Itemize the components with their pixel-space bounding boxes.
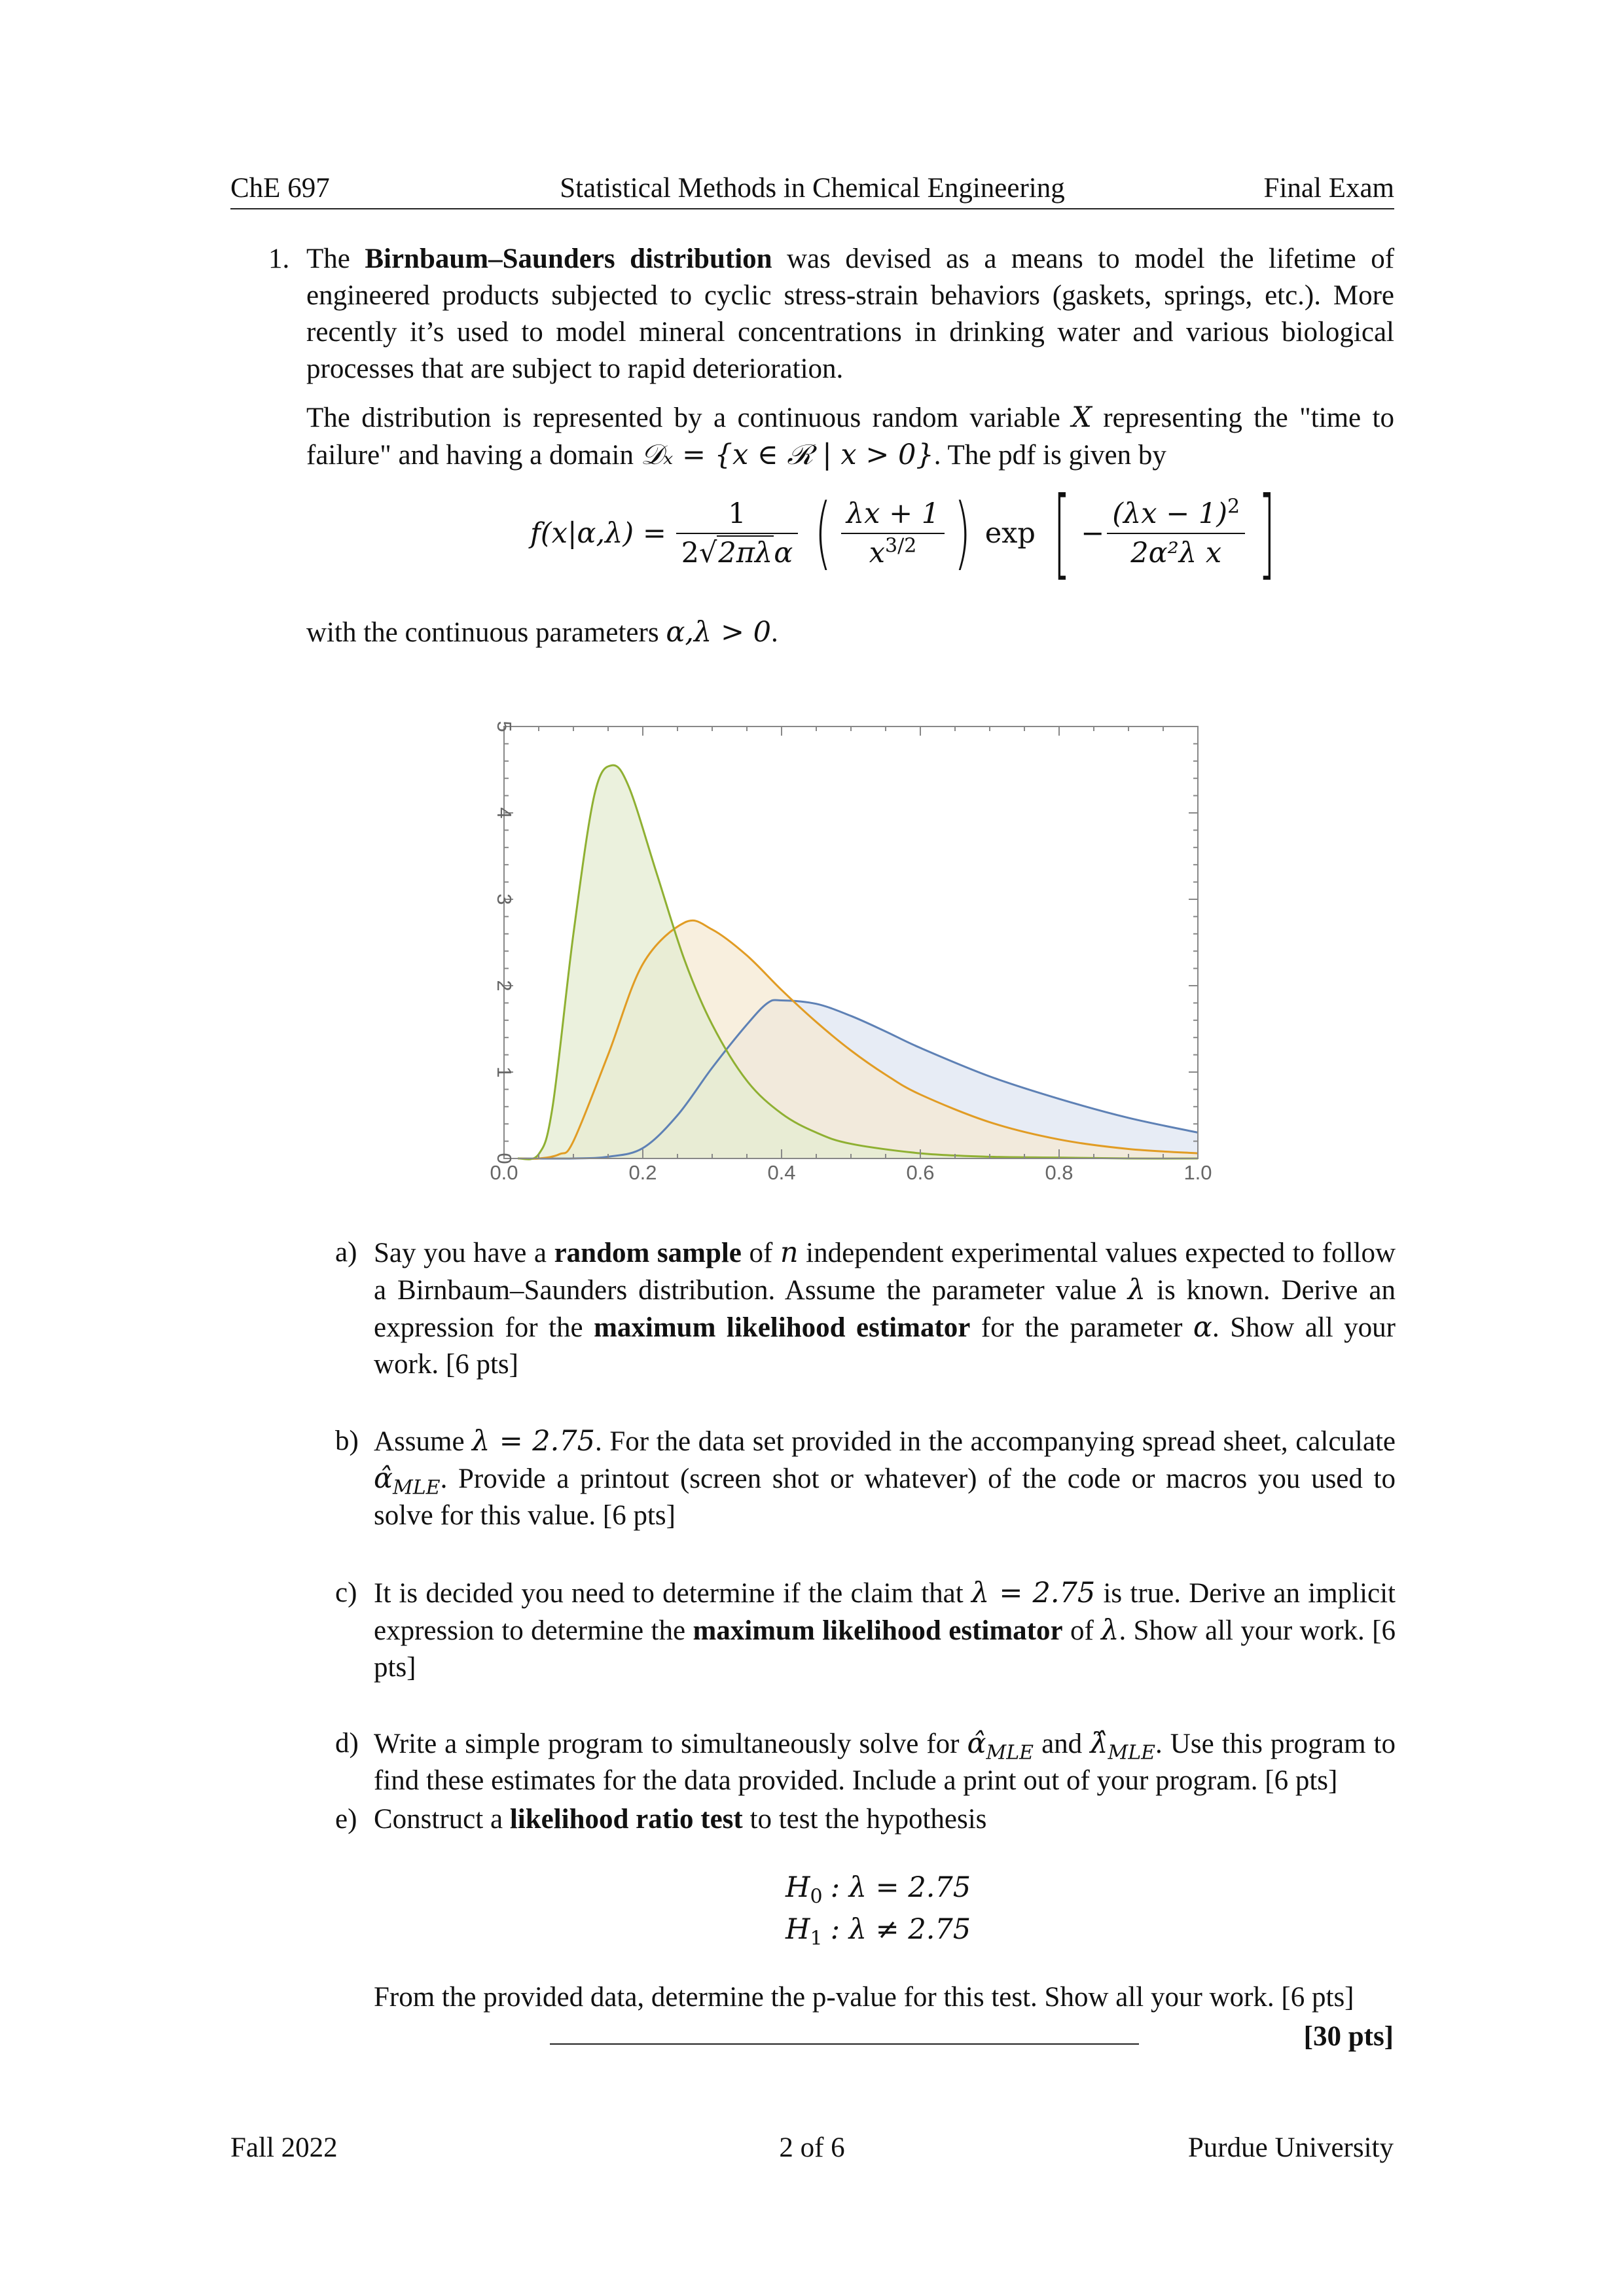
page-header	[230, 169, 1394, 209]
problem-domain-text: The distribution is represented by a continuous random variable X representing the "time to failure" and having a domain 𝒟ₓ = {x ∈ ℛ | x > 0}. The pdf is given by	[306, 401, 1394, 471]
x-tick-label: 0.0	[490, 1161, 518, 1184]
y-tick-label: 5	[493, 721, 516, 732]
university: Purdue University	[1187, 2132, 1394, 2163]
page-number: 2 of 6	[779, 2132, 845, 2163]
pvalue-instruction: From the provided data, determine the p-value for this test. Show all your work. [6 pts]	[374, 1982, 1354, 2013]
exam-title: Final Exam	[1263, 173, 1394, 204]
pdf-formula: f(x|α,λ) = $\frac{1}{\text{2√2πλα}}$ ( $\frac{\lambda x + 1}{x^{3/2}}$ ) exp [ − $\frac{(\lambda x - 1)^2}{\text{2α²λ x}}$ ]	[530, 476, 1276, 590]
problem-intro: The Birnbaum–Saunders distribution was devised as a means to model the lifetime of engineered products subjected to cyclic stress-strain behaviors (gaskets, springs, etc.). More recently it’s used to model mineral concentrations in drinking water and various biological processes that are subject to rapid deterioration.	[306, 243, 1395, 384]
y-tick-label: 1	[493, 1066, 516, 1078]
question-d: d) Write a simple program to simultaneously solve for $\alphâ_{MLE}$ and $\lambdâ_{MLE}$. Use this program to find these estimates for the data provided. Include a print out of your program. [6 pts]	[335, 1727, 1396, 1796]
y-tick-label: 2	[493, 980, 516, 992]
distribution-name: Birnbaum–Saunders distribution	[365, 243, 772, 274]
y-tick-label: 3	[493, 893, 516, 905]
total-points: [30 pts]	[1303, 2021, 1394, 2052]
question-c: c) It is decided you need to determine if the claim that λ = 2.75 is true. Derive an implicit expression to determine the maximum likelihood estimator of λ. Show all your work. [6 pts]	[335, 1577, 1396, 1683]
y-tick-label: 4	[493, 807, 516, 819]
question-e: e) Construct a likelihood ratio test to test the hypothesis	[335, 1804, 987, 1835]
x-tick-label: 0.4	[767, 1161, 796, 1184]
shape-fraction: $\frac{\lambda x + 1}{x^{3/2}}$	[841, 495, 945, 572]
alternative-hypothesis: $H_1$ : λ ≠ 2.75	[785, 1913, 971, 1950]
exponent-fraction: $\frac{(\lambda x - 1)^2}{\text{2α²λ x}}$	[1107, 495, 1245, 572]
x-tick-label: 1.0	[1183, 1161, 1212, 1184]
x-tick-label: 0.2	[628, 1161, 657, 1184]
normalizing-fraction: $\frac{1}{\text{2√2πλα}}$	[676, 495, 799, 572]
null-hypothesis: $H_0$ : λ = 2.75	[785, 1871, 971, 1909]
y-tick-label: 0	[493, 1153, 516, 1164]
x-tick-label: 0.6	[906, 1161, 935, 1184]
course-title: Statistical Methods in Chemical Engineering	[560, 173, 1065, 204]
problem-number: 1.	[268, 243, 290, 274]
x-tick-label: 0.8	[1045, 1161, 1074, 1184]
parameter-constraint: with the continuous parameters α,λ > 0.	[306, 616, 778, 649]
domain-expression: 𝒟ₓ = {x ∈ ℛ | x > 0}	[640, 439, 934, 471]
course-code: ChE 697	[230, 173, 330, 204]
answer-rule	[550, 2043, 1139, 2045]
pdf-chart	[458, 707, 1231, 1198]
question-b: b) Assume λ = 2.75. For the data set provided in the accompanying spread sheet, calculate $\alphâ_{MLE}$. Provide a printout (screen shot or whatever) of the code or macros you used to solve for this value. [6 pts]	[335, 1425, 1396, 1531]
question-a: a) Say you have a random sample of n independent experimental values expected to follow a Birnbaum–Saunders distribution. Assume the parameter value λ is known. Derive an expression for the maximum likelihood estimator for the parameter α. Show all your work. [6 pts]	[335, 1236, 1396, 1380]
semester: Fall 2022	[230, 2132, 338, 2163]
